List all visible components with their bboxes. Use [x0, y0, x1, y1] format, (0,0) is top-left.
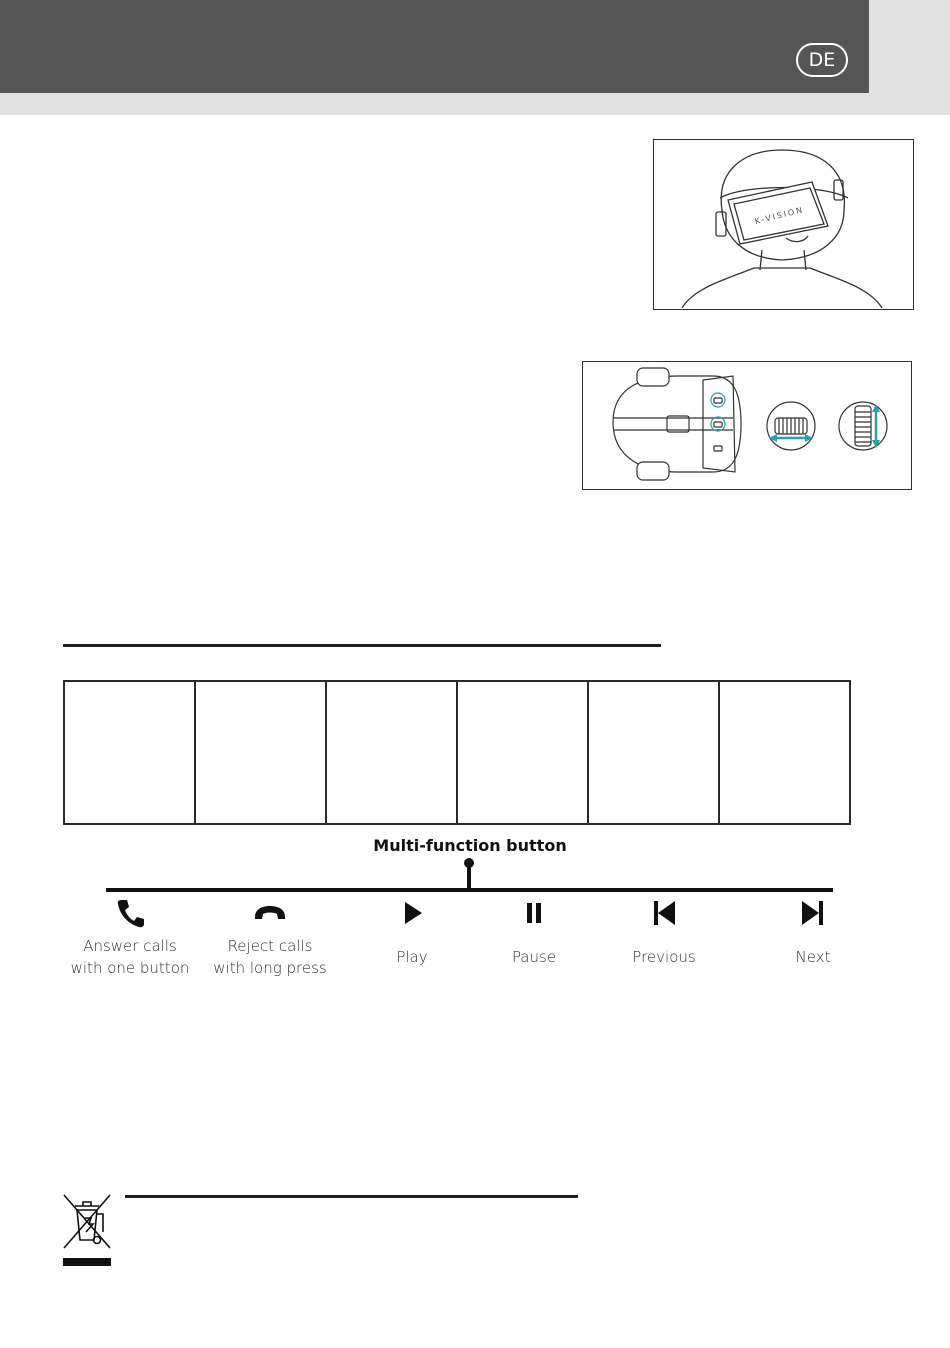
header-strip: [0, 93, 950, 115]
figure-headset-on-head: [653, 139, 914, 310]
table-cell: [327, 682, 458, 823]
person-wearing-vr-headset-icon: [654, 140, 912, 308]
function-reject: [200, 897, 340, 979]
table-cell: [196, 682, 327, 823]
function-label: Pause: [511, 948, 557, 966]
disposal-rule: [125, 1195, 578, 1198]
section-rule: [63, 644, 661, 647]
multifunction-title: Multi-function button: [373, 836, 567, 855]
pause-icon: [519, 897, 549, 929]
play-icon: [397, 897, 427, 929]
function-line: [106, 888, 833, 892]
function-label: Previous: [632, 948, 696, 966]
header-bar: [0, 0, 869, 93]
function-label: Reject calls: [227, 937, 313, 955]
function-label: Play: [396, 948, 428, 966]
language-badge[interactable]: DE: [796, 43, 848, 77]
table-cell: [458, 682, 589, 823]
function-label: with one button: [70, 959, 190, 977]
crossed-out-wheelie-bin-icon: [61, 1192, 113, 1268]
header-side-block: [869, 0, 950, 93]
function-label: Next: [795, 948, 831, 966]
function-label: with long press: [213, 959, 327, 977]
next-icon: [798, 897, 828, 929]
function-label: Answer calls: [83, 937, 177, 955]
phone-answer-icon: [115, 897, 145, 929]
phone-hangup-icon: [252, 897, 288, 929]
function-answer: [60, 897, 200, 979]
function-pause: [484, 897, 584, 968]
table-cell: [589, 682, 720, 823]
vr-headset-side-icon: [583, 362, 910, 488]
table-cell: [65, 682, 196, 823]
previous-icon: [649, 897, 679, 929]
button-marker-stem: [467, 864, 471, 890]
table-cell: [720, 682, 849, 823]
function-next: [763, 897, 863, 968]
function-table: [63, 680, 851, 825]
function-previous: [614, 897, 714, 968]
figure-headset-side-view: [582, 361, 912, 490]
function-play: [362, 897, 462, 968]
brand-text: K-VISION: [753, 205, 805, 227]
